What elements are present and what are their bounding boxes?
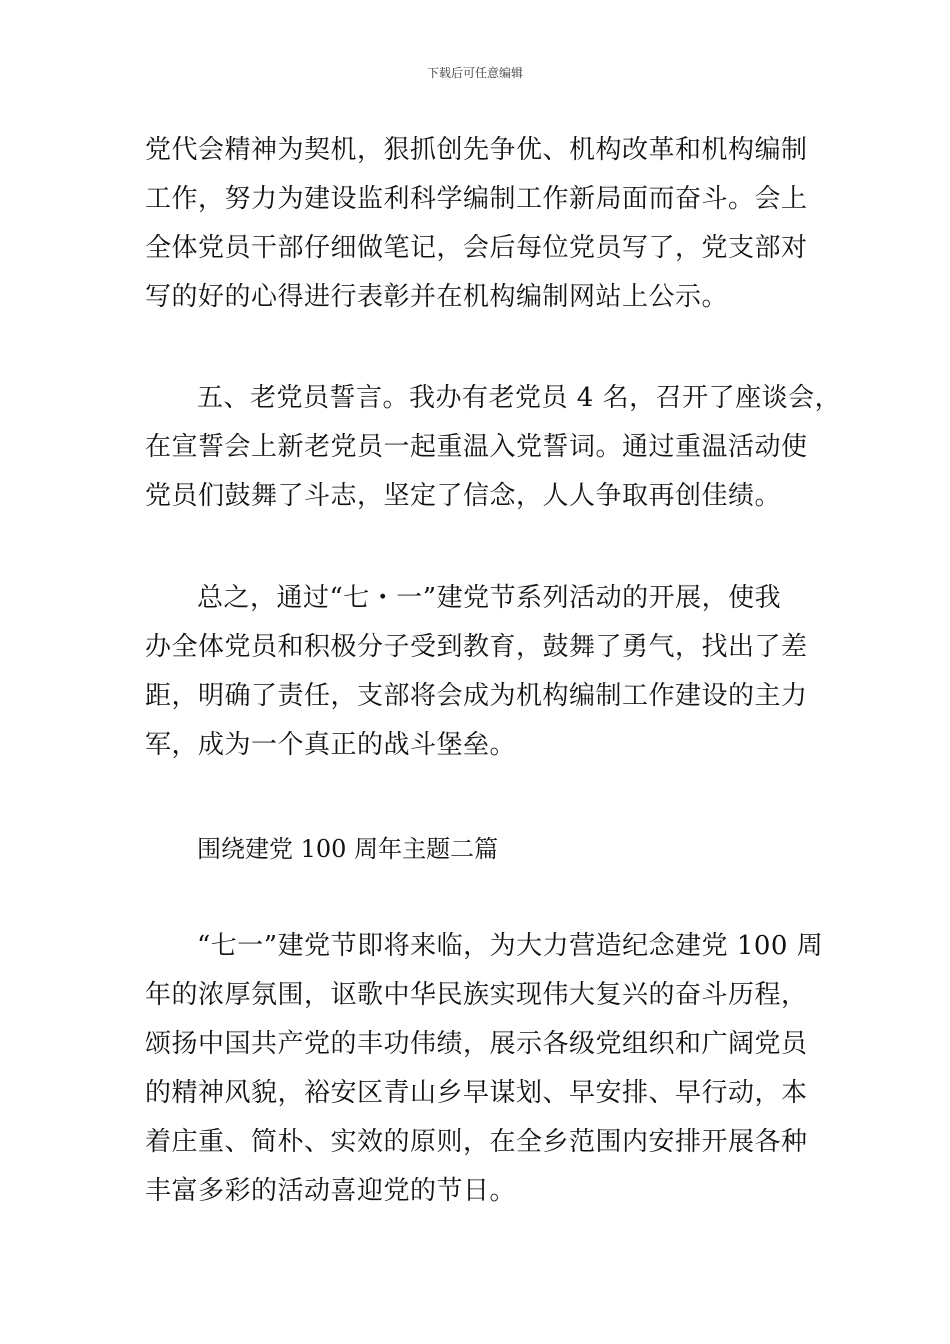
paragraph-2 xyxy=(145,374,842,521)
paragraph-line: 在宣誓会上新老党员一起重温入党誓词。通过重温活动使 xyxy=(145,432,808,462)
paragraph-line: 的精神风貌，裕安区青山乡早谋划、早安排、早行动，本 xyxy=(145,1078,808,1108)
paragraph-line: 办全体党员和积极分子受到教育，鼓舞了勇气，找出了差 xyxy=(145,632,808,662)
paragraph-line: 颂扬中国共产党的丰功伟绩，展示各级党组织和广阔党员 xyxy=(145,1029,808,1059)
paragraph-1 xyxy=(145,126,810,322)
section-heading: 围绕建党 100 周年主题二篇 xyxy=(197,835,499,863)
paragraph-line: 军，成为一个真正的战斗堡垒。 xyxy=(145,730,517,760)
paragraph-line: 党员们鼓舞了斗志，坚定了信念，人人争取再创佳绩。 xyxy=(145,481,782,511)
paragraph-line: 五、老党员誓言。我办有老党员 4 名，召开了座谈会， xyxy=(197,383,842,413)
paragraph-line: 丰富多彩的活动喜迎党的节日。 xyxy=(145,1176,517,1206)
paragraph-line: 距，明确了责任，支部将会成为机构编制工作建设的主力 xyxy=(145,681,808,711)
page-header: 下载后可任意编辑 xyxy=(426,66,523,80)
paragraph-line: 全体党员干部仔细做笔记，会后每位党员写了，党支部对 xyxy=(145,233,808,263)
paragraph-4 xyxy=(145,922,824,1216)
paragraph-line: 党代会精神为契机，狠抓创先争优、机构改革和机构编制 xyxy=(145,135,808,165)
paragraph-line: 年的浓厚氛围，讴歌中华民族实现伟大复兴的奋斗历程， xyxy=(145,980,808,1010)
paragraph-line: 写的好的心得进行表彰并在机构编制网站上公示。 xyxy=(145,282,729,312)
paragraph-line: 着庄重、简朴、实效的原则，在全乡范围内安排开展各种 xyxy=(145,1127,808,1157)
paragraph-line: 工作，努力为建设监利科学编制工作新局面而奋斗。会上 xyxy=(145,184,808,214)
paragraph-3 xyxy=(145,574,810,770)
paragraph-line: 总之，通过“七・一”建党节系列活动的开展，使我 xyxy=(197,583,782,613)
paragraph-line: “七一”建党节即将来临，为大力营造纪念建党 100 周 xyxy=(197,931,824,961)
